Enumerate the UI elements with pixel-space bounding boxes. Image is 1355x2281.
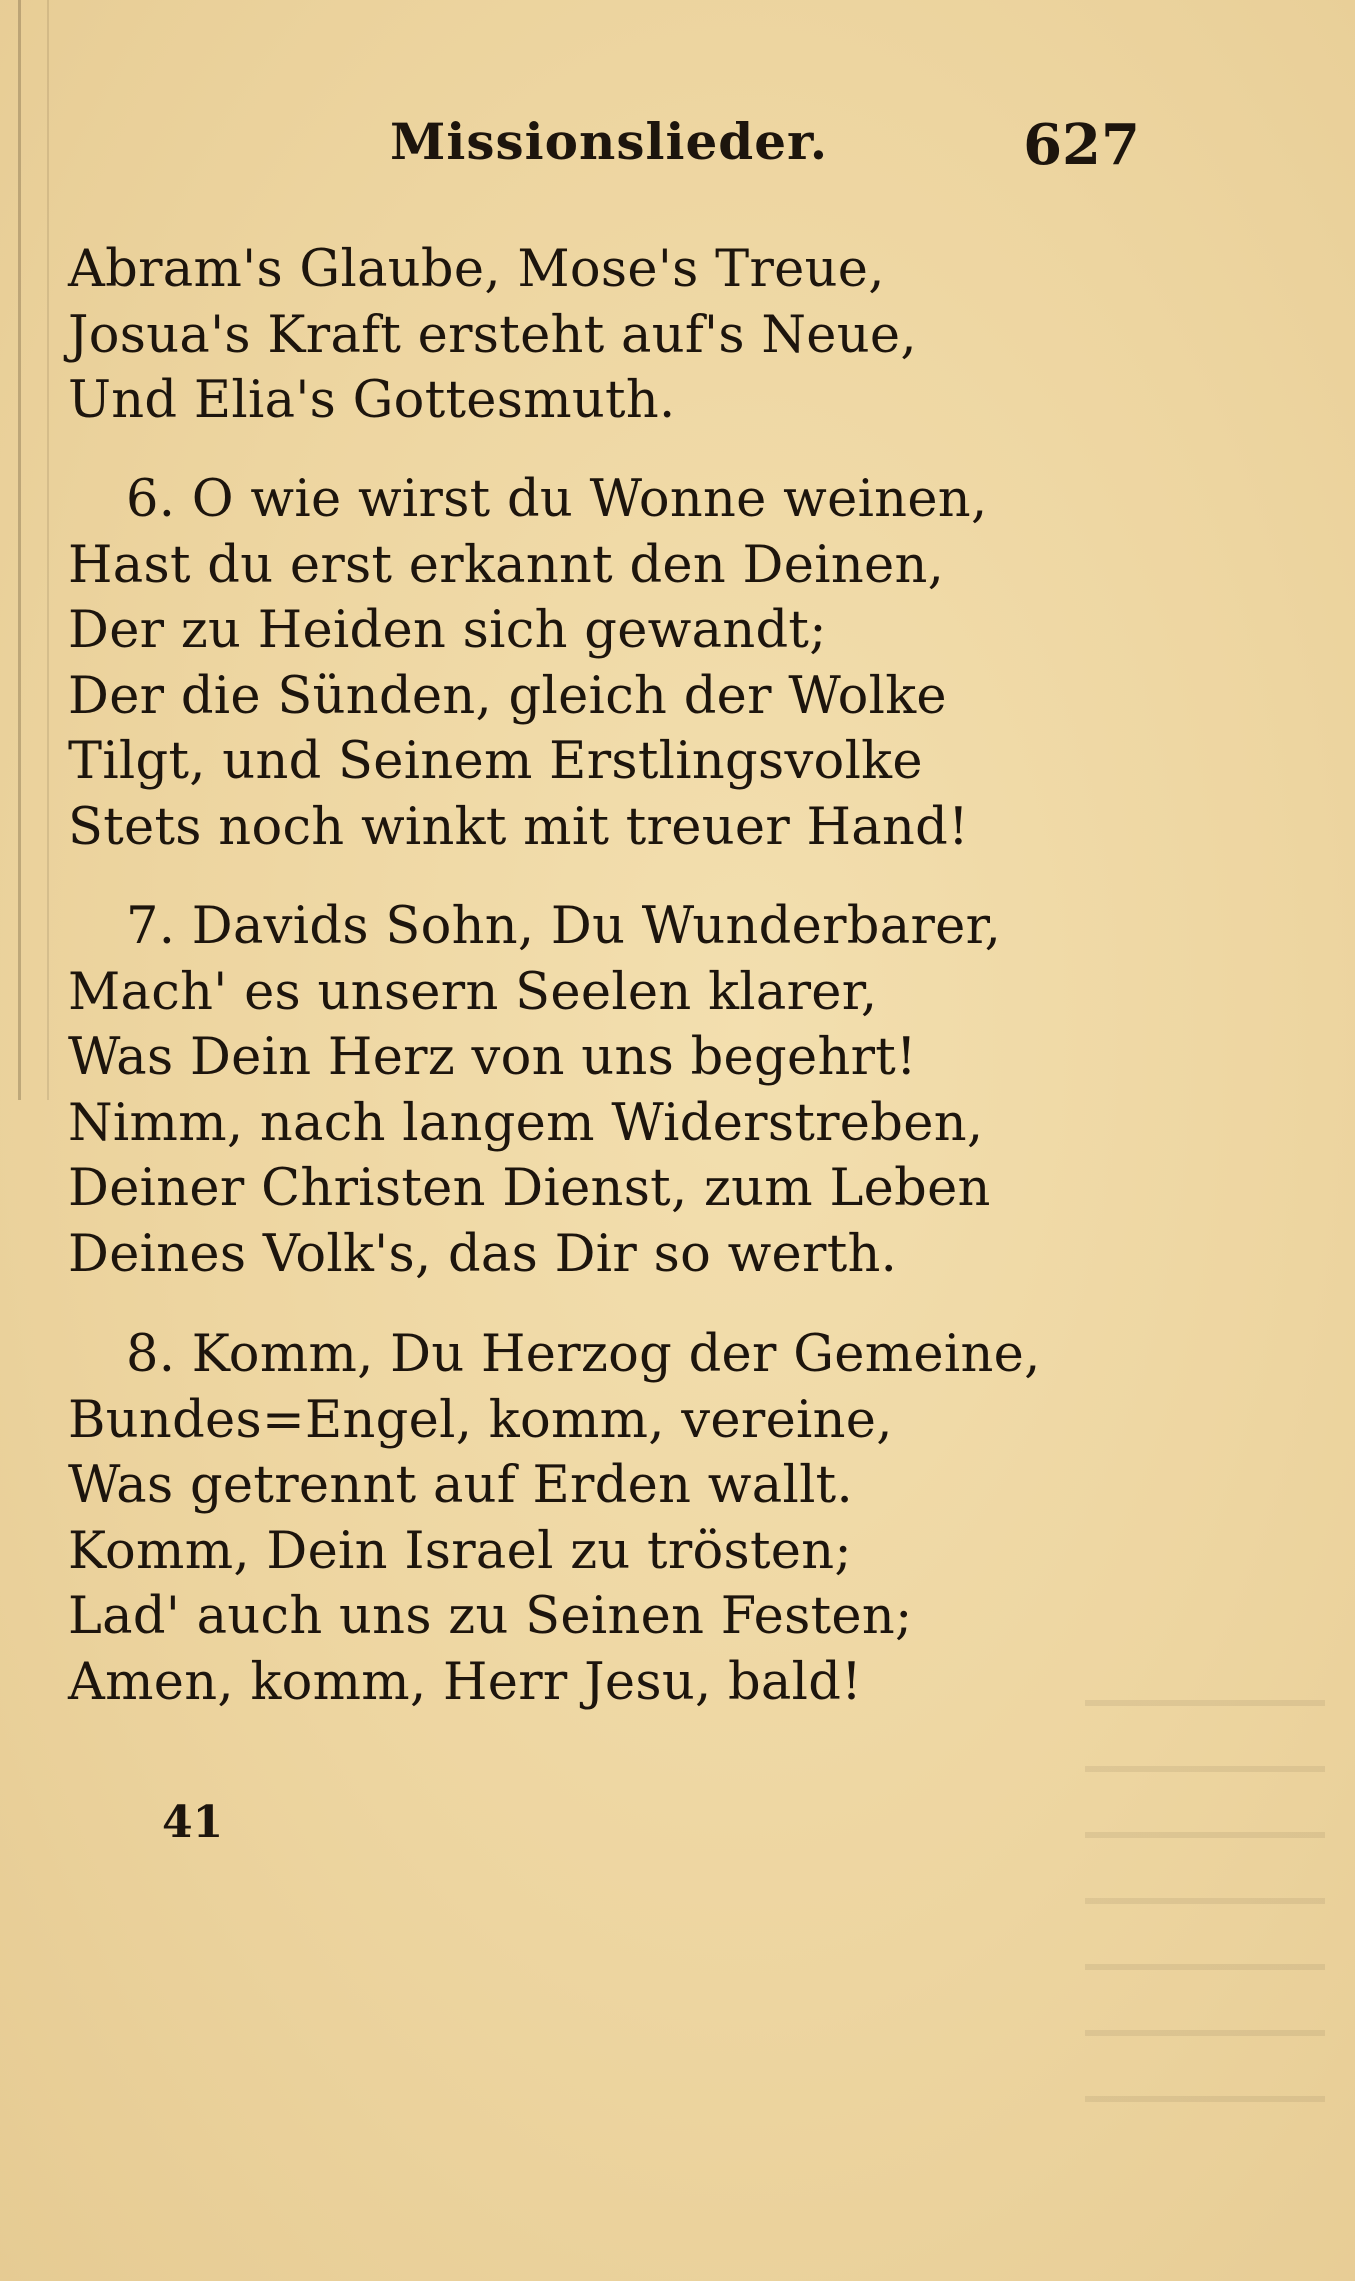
verse-line: Tilgt, und Seinem Erstlingsvolke	[68, 732, 923, 791]
stanza-6	[68, 467, 1128, 860]
verse-line: Deines Volk's, das Dir so werth.	[68, 1224, 898, 1284]
verse-line: Der die Sünden, gleich der Wolke	[68, 666, 947, 726]
verse-line: Stets noch winkt mit treuer Hand!	[68, 797, 969, 857]
verse-line-numbered: 8. Komm, Du Herzog der Gemeine,	[126, 1325, 1041, 1384]
verse-line-numbered: 7. Davids Sohn, Du Wunderbarer,	[126, 897, 1002, 956]
stanza-continuation	[68, 237, 1128, 434]
verse-line: Was getrennt auf Erden wallt.	[68, 1456, 853, 1515]
verse-line-numbered: 6. O wie wirst du Wonne weinen,	[126, 470, 988, 529]
verse-line: Deiner Christen Dienst, zum Leben	[68, 1159, 991, 1218]
page-gutter-shadow	[18, 0, 49, 1100]
verse-line: Der zu Heiden sich gewandt;	[68, 601, 827, 660]
verse-line: Nimm, nach langem Widerstreben,	[68, 1093, 984, 1153]
page-number: 627	[1023, 112, 1140, 178]
stanza-8	[68, 1322, 1128, 1715]
stanza-7	[68, 894, 1128, 1287]
signature-mark: 41	[162, 1797, 224, 1848]
verse-line: Lad' auch uns zu Seinen Festen;	[68, 1587, 913, 1646]
verse-line: Abram's Glaube, Mose's Treue,	[68, 240, 885, 299]
stanza-number: 6.	[126, 470, 176, 529]
verse-line: Bundes=Engel, komm, vereine,	[68, 1390, 893, 1450]
verse-line: Amen, komm, Herr Jesu, bald!	[68, 1652, 862, 1712]
page-header	[390, 112, 1140, 182]
verse-line: Hast du erst erkannt den Deinen,	[68, 535, 945, 595]
show-through-text	[1085, 1700, 1325, 2120]
stanza-number: 8.	[126, 1325, 176, 1384]
verse-line: Was Dein Herz von uns begehrt!	[68, 1028, 917, 1087]
verse-line: Und Elia's Gottesmuth.	[68, 371, 676, 430]
verse-line: Mach' es unsern Seelen klarer,	[68, 962, 878, 1022]
stanza-number: 7.	[126, 897, 176, 956]
verse-line: Komm, Dein Israel zu trösten;	[68, 1521, 852, 1581]
verse-line: Josua's Kraft ersteht auf's Neue,	[68, 305, 917, 365]
running-head: Missionslieder.	[390, 112, 829, 171]
